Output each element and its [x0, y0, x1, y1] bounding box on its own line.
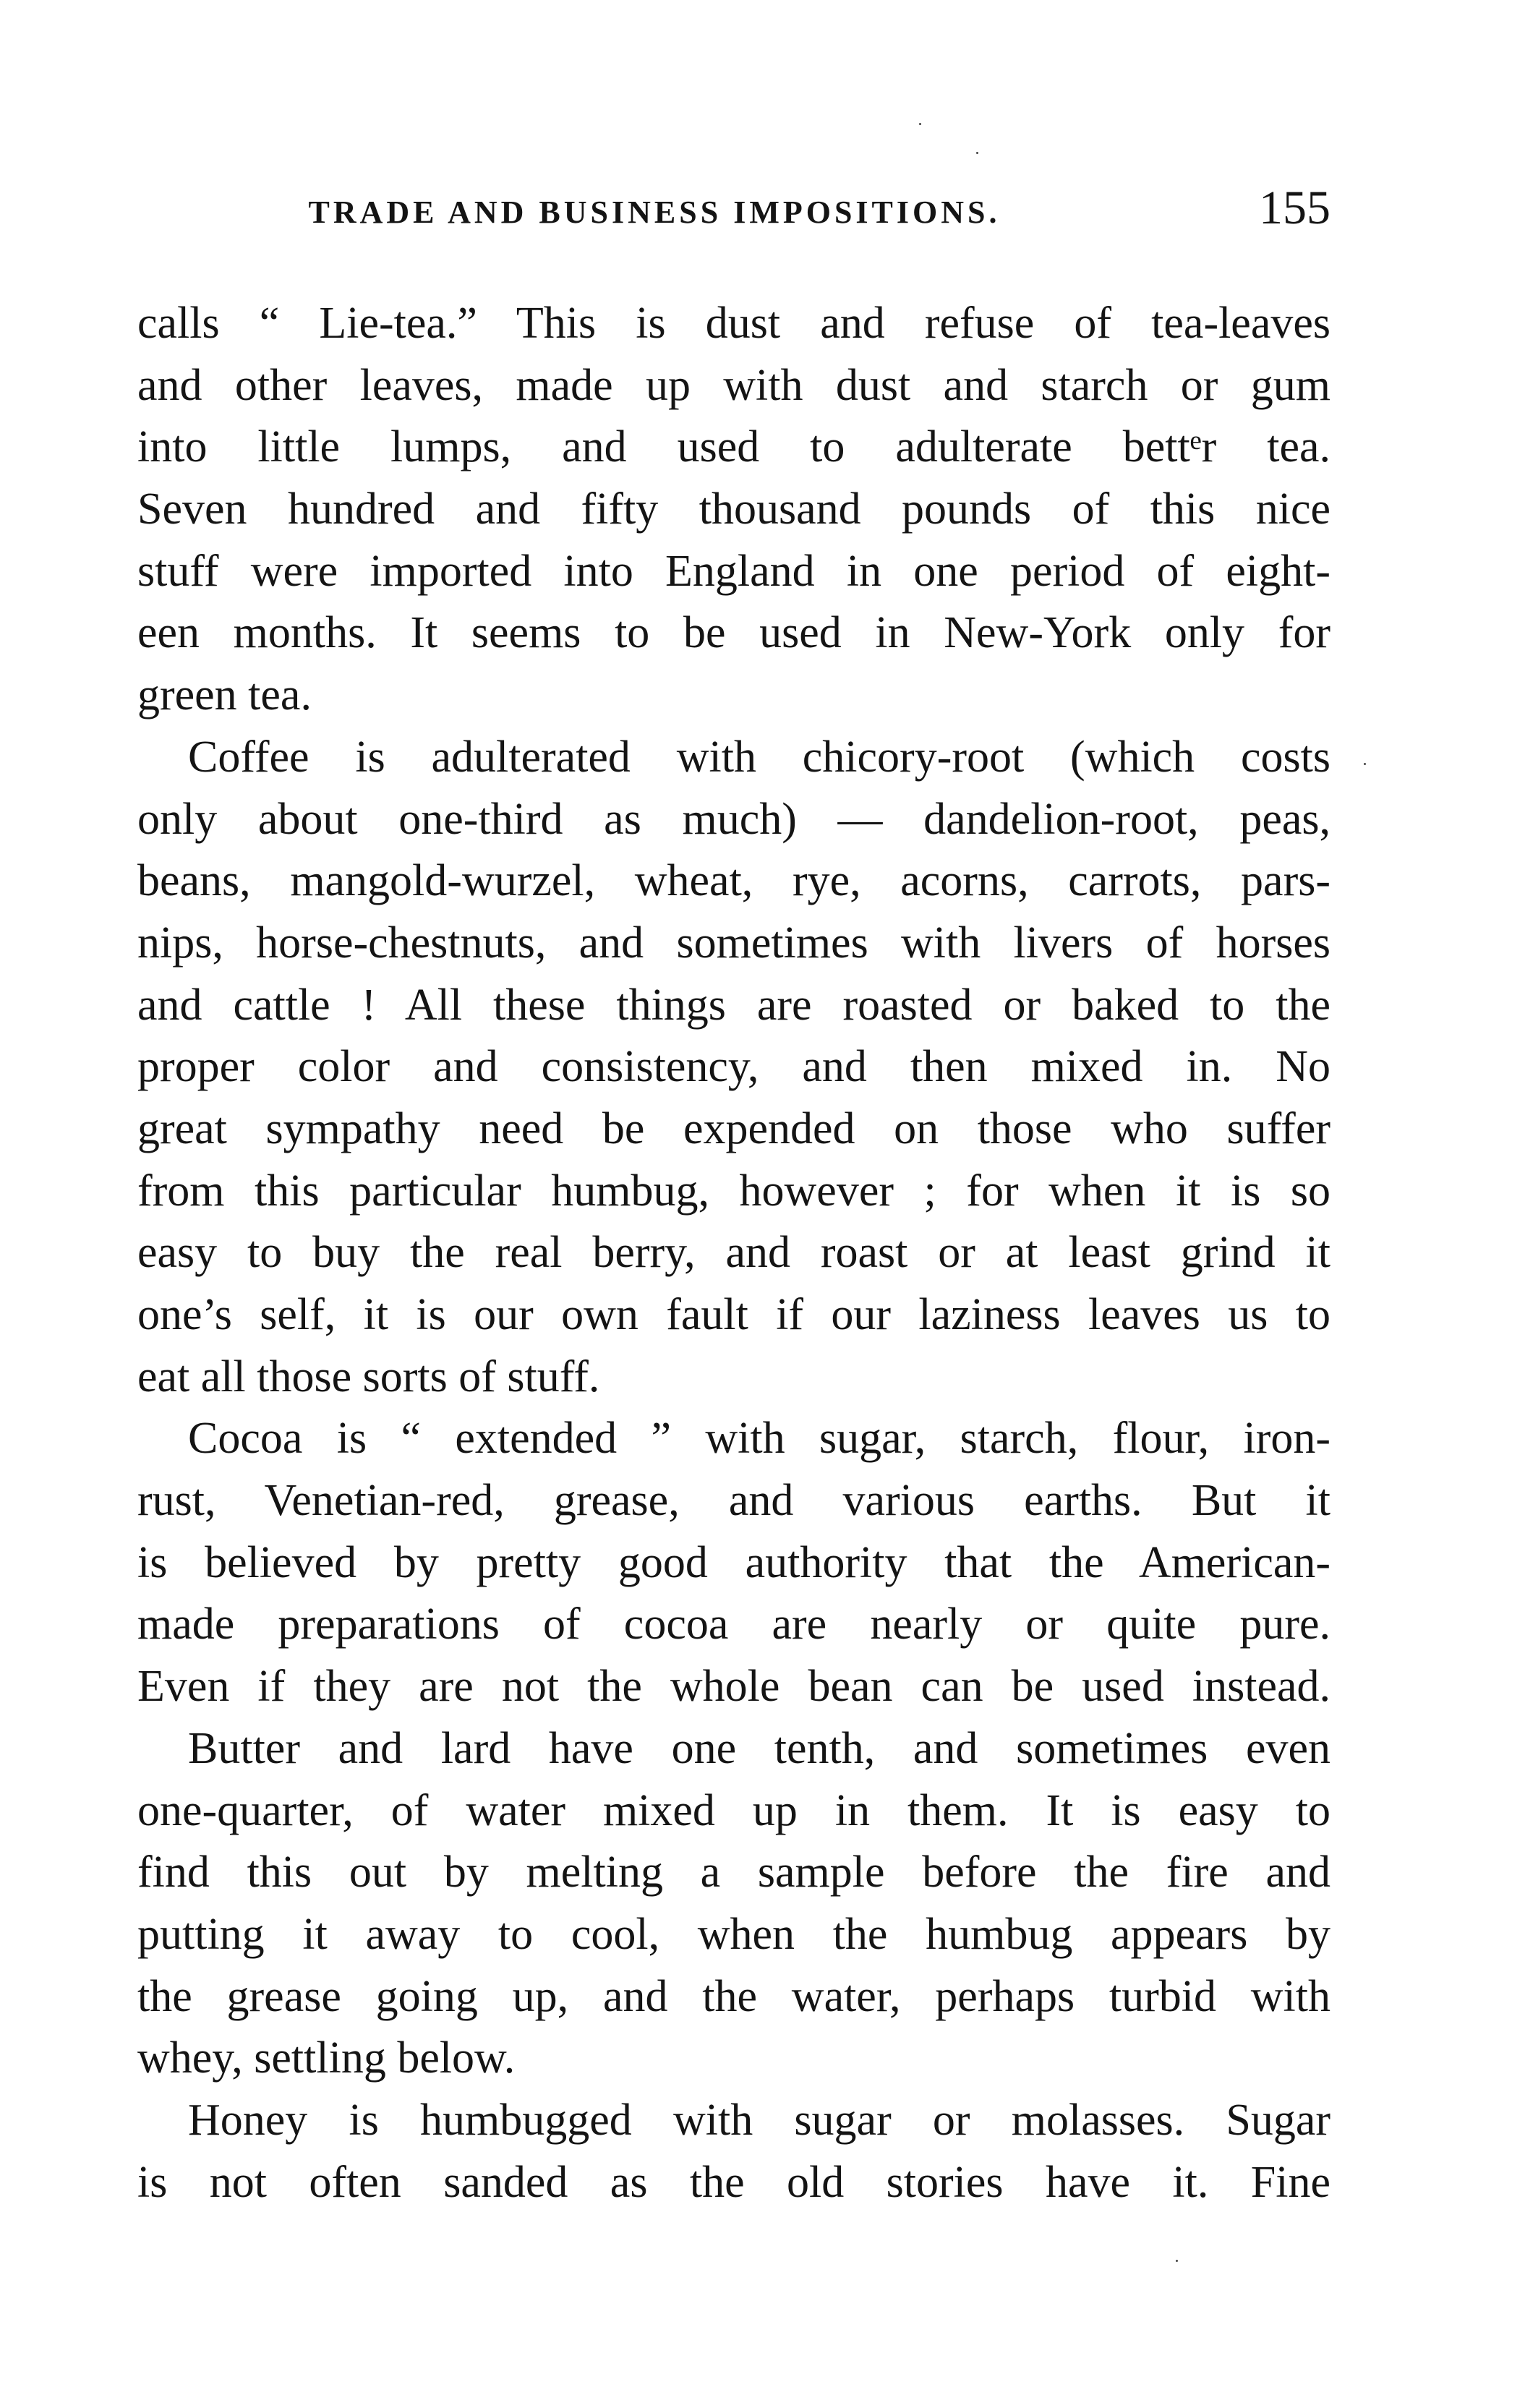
text-line: putting it away to cool, when the humbug appears by	[137, 1909, 1330, 1959]
print-speck	[976, 152, 978, 154]
text-line: Cocoa is “ extended ” with sugar, starch, flour, iron-	[188, 1414, 1330, 1464]
text-line: Honey is humbugged with sugar or molasses. Sugar	[188, 2095, 1330, 2145]
text-line: find this out by melting a sample before the fire and	[137, 1848, 1330, 1897]
text-line: easy to buy the real berry, and roast or at least grind it	[137, 1228, 1330, 1278]
page-number: 155	[1259, 182, 1330, 234]
text-line: the grease going up, and the water, perhaps turbid with	[137, 1971, 1330, 2021]
text-line: Even if they are not the whole bean can be used instead.	[137, 1662, 1330, 1712]
text-line: eat all those sorts of stuff.	[137, 1352, 600, 1401]
text-line: Coffee is adulterated with chicory-root (which costs	[188, 732, 1330, 782]
text-line: and other leaves, made up with dust and starch or gum	[137, 360, 1330, 410]
text-line: calls “ Lie-tea.” This is dust and refuse of tea-leaves	[137, 299, 1330, 348]
text-line: into little lumps, and used to adulterate bettᵉr tea.	[137, 422, 1330, 472]
running-head: TRADE AND BUSINESS IMPOSITIONS.	[308, 195, 1001, 230]
text-line: beans, mangold-wurzel, wheat, rye, acorns, carrots, pars-	[137, 856, 1330, 906]
text-line: one’s self, it is our own fault if our laziness leaves us to	[137, 1290, 1330, 1339]
page-header	[137, 181, 1330, 239]
text-line: Seven hundred and fifty thousand pounds of this nice	[137, 484, 1330, 534]
text-line: is believed by pretty good authority that the American-	[137, 1537, 1330, 1587]
print-speck	[1176, 2260, 1178, 2262]
text-line: proper color and consistency, and then mixed in. No	[137, 1042, 1330, 1092]
text-line: een months. It seems to be used in New-York only for	[137, 608, 1330, 658]
text-line: nips, horse-chestnuts, and sometimes with livers of horses	[137, 918, 1330, 968]
text-line: Butter and lard have one tenth, and sometimes even	[188, 1723, 1330, 1773]
text-line: great sympathy need be expended on those who suffer	[137, 1103, 1330, 1153]
text-line: only about one-third as much) — dandelion-root, peas,	[137, 794, 1330, 844]
text-line: and cattle ! All these things are roasted or baked to the	[137, 980, 1330, 1030]
text-line: whey, settling below.	[137, 2033, 516, 2083]
print-speck	[1364, 763, 1366, 765]
text-line: made preparations of cocoa are nearly or quite pure.	[137, 1600, 1330, 1649]
print-speck	[919, 123, 921, 125]
text-line: from this particular humbug, however ; for when it is so	[137, 1166, 1330, 1216]
body-text	[137, 293, 1330, 2213]
text-line: green tea.	[137, 670, 312, 720]
text-line: one-quarter, of water mixed up in them. It is easy to	[137, 1785, 1330, 1835]
text-line: rust, Venetian-red, grease, and various earths. But it	[137, 1476, 1330, 1526]
text-line: is not often sanded as the old stories have it. Fine	[137, 2157, 1330, 2207]
text-line: stuff were imported into England in one period of eight-	[137, 546, 1330, 596]
